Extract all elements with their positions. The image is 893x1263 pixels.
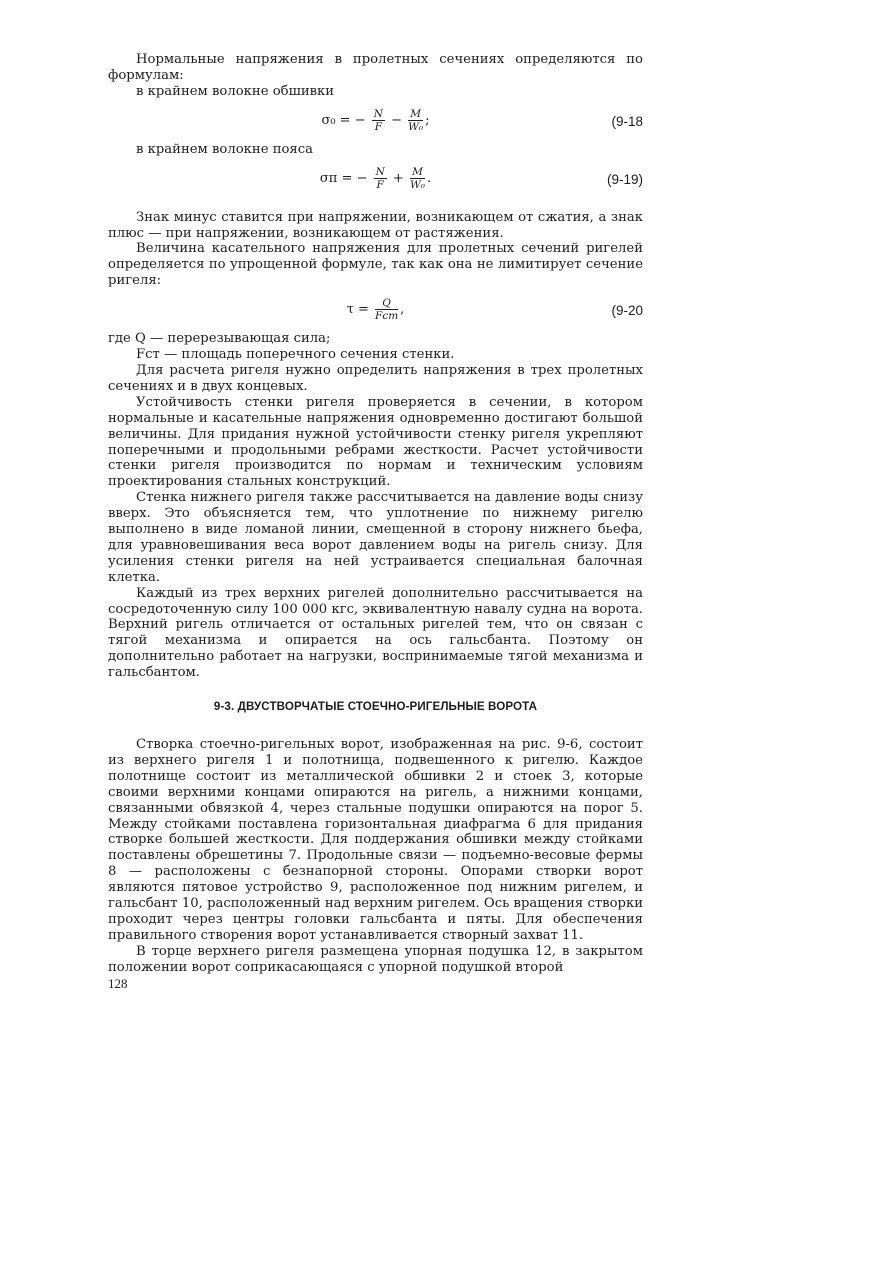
- formula-number: (9-20: [611, 303, 643, 319]
- formula-9-20: τ = $\frac{Q}{\text{Fст}}$ , (9-20: [346, 297, 643, 323]
- paragraph-stability: Устойчивость стенки ригеля проверяется в сечении, в котором нормальные и касательные напряжения одновременно достигают большой величины. Для придания нужной устойчивости стенку ригеля укрепляют поперечными и продольными ребрами жесткости. Расчет устойчивости стенки ригеля производится по нормам и техническим условиям проектирования стальных конструкций.: [108, 394, 643, 490]
- page-number: 128: [108, 975, 128, 991]
- paragraph-calculation: Для расчета ригеля нужно определить напряжения в трех пролетных сечениях и в двух концевых.: [108, 362, 643, 394]
- fraction-n-f: $\frac{N}{F}$: [375, 165, 385, 191]
- label-outer-fiber-skin: в крайнем волокне обшивки: [136, 83, 335, 99]
- where-q: где Q — перерезывающая сила;: [108, 331, 331, 347]
- paragraph-sign: Знак минус ставится при напряжении, возникающем от сжатия, а знак плюс — при напряжении, возникающем от растяжения.: [108, 209, 643, 241]
- paragraph-gate-leaf: Створка стоечно-ригельных ворот, изображенная на рис. 9-6, состоит из верхнего ригеля 1 и полотнища, подвешенного к ригелю. Каждое полотнище состоит из металлической обшивки 2 и стоек 3, которые своими верхними концами опираются на ригель, а нижними концами, связанными обвязкой 4, через стальные подушки опираются на порог 5. Между стойками поставлена горизонтальная диафрагма 6 для придания створке большей жесткости. Для поддержания обшивки между стойками поставлены обрешетины 7. Продольные связи — подъемно-весовые фермы 8 — расположены с безнапорной стороны. Опорами створки ворот являются пятовое устройство 9, расположенное под нижним ригелем, и гальсбант 10, расположенный над верхним ригелем. Ось вращения створки проходит через центры головки гальсбанта и пяты. Для обеспечения правильного створения ворот устанавливается створный захват 11.: [108, 737, 643, 943]
- where-f: Fст — площадь поперечного сечения стенки.: [136, 347, 455, 363]
- paragraph-upper-girders: Каждый из трех верхних ригелей дополнительно рассчитывается на сосредоточенную силу 100 000 кгс, эквивалентную навалу судна на ворота. Верхний ригель отличается от остальных ригелей тем, что он связан с тягой механизма и опирается на ось гальсбанта. Поэтому он дополнительно работает на нагрузки, воспринимаемые тягой механизма и гальсбантом.: [108, 585, 643, 681]
- formula-lhs: τ =: [346, 302, 369, 318]
- fraction-m-w: $\frac{M}{\text{W₀}}$: [409, 165, 425, 191]
- formula-9-19: σп = − $\frac{N}{F}$ + $\frac{M}{\text{W₀}}$ . (9-19): [319, 165, 643, 191]
- formula-number: (9-18: [611, 113, 643, 129]
- paragraph-lower-girder: Стенка нижнего ригеля также рассчитывается на давление воды снизу вверх. Это объясняется тем, что уплотнение по нижнему ригелю выполнено в виде ломаной линии, смещенной в сторону нижнего бьефа, для уравновешивания веса ворот давлением воды на ригель снизу. Для усиления стенки ригеля на ней устраивается специальная балочная клетка.: [108, 490, 643, 585]
- paragraph-thrust-pad: В торце верхнего ригеля размещена упорная подушка 12, в закрытом положении ворот соприкасающаяся с упорной подушкой второй: [108, 943, 643, 975]
- fraction-q-f: $\frac{Q}{\text{Fст}}$: [375, 297, 399, 323]
- paragraph-shear-stress: Величина касательного напряжения для пролетных сечений ригелей определяется по упрощенной формуле, так как она не лимитирует сечение ригеля:: [108, 241, 643, 289]
- formula-lhs: σп = −: [319, 170, 368, 186]
- formula-9-18: σ₀ = − $\frac{N}{F}$ − $\frac{M}{\text{W₀}}$ ; (9-18: [321, 107, 643, 133]
- section-heading: 9-3. ДВУСТВОРЧАТЫЕ СТОЕЧНО-РИГЕЛЬНЫЕ ВОРОТА: [213, 700, 538, 714]
- formula-operator: −: [391, 112, 402, 128]
- formula-lhs: σ₀ = −: [321, 112, 366, 128]
- page-content: [108, 52, 643, 992]
- formula-operator: +: [392, 170, 404, 186]
- fraction-n-f: $\frac{N}{F}$: [373, 107, 383, 133]
- fraction-m-w: $\frac{M}{\text{W₀}}$: [408, 107, 424, 133]
- formula-number: (9-19): [606, 171, 643, 187]
- label-outer-fiber-flange: в крайнем волокне пояса: [136, 141, 314, 157]
- paragraph-intro: Нормальные напряжения в пролетных сечениях определяются по формулам:: [108, 52, 643, 83]
